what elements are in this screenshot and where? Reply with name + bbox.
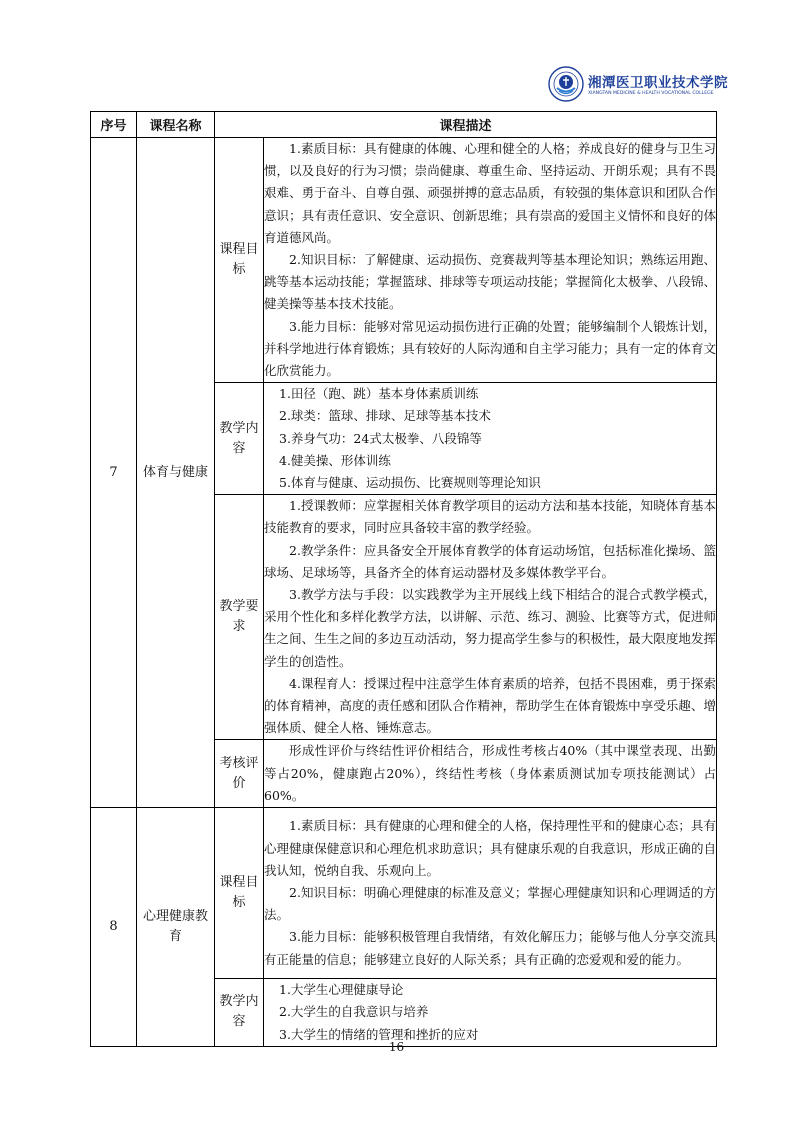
paragraph: 2.教学条件：应具备安全开展体育教学的体育运动场馆，包括标准化操场、篮球场、足球场等，具备齐全的体育运动器材及多媒体教学平台。 <box>264 542 717 580</box>
list-item: 3.大学生的情绪的管理和挫折的应对 <box>279 1026 479 1042</box>
curriculum-table <box>90 111 717 1047</box>
section-content <box>264 495 717 740</box>
list-item: 2.球类：篮球、排球、足球等基本技术 <box>279 408 491 424</box>
section-content <box>264 808 717 979</box>
paragraph: 3.教学方法与手段：以实践教学为主开展线上线下相结合的混合式教学模式，采用个性化和多样化教学方法，以讲解、示范、练习、测验、比赛等方式，促进师生之间、生生之间的多边互动活动，努力提高学生参与的积极性，最大限度地发挥学生的创造性。 <box>264 587 717 669</box>
header-course-name: 课程名称 <box>137 112 215 138</box>
table-row <box>91 138 717 383</box>
section-label: 考核评价 <box>215 740 264 808</box>
section-label: 教学要求 <box>215 495 264 740</box>
list-item: 1.田径（跑、跳）基本身体素质训练 <box>279 386 479 402</box>
paragraph: 2.知识目标：明确心理健康的标准及意义；掌握心理健康知识和心理调适的方法。 <box>264 884 717 923</box>
list-item: 2.大学生的自我意识与培养 <box>279 1004 429 1020</box>
section-label: 教学内容 <box>215 383 264 495</box>
school-logo <box>548 66 748 106</box>
course-name: 心理健康教育 <box>137 808 215 1047</box>
section-content <box>264 383 717 495</box>
section-label: 课程目标 <box>215 808 264 979</box>
header-course-desc: 课程描述 <box>215 112 717 138</box>
paragraph: 4.课程育人：授课过程中注意学生体育素质的培养，包括不畏困难，勇于探索的体育精神，高度的责任感和团队合作精神，帮助学生在体育锻炼中享受乐趣、增强体质、健全人格、锤炼意志。 <box>264 675 717 736</box>
table-header-row <box>91 112 717 138</box>
list-item: 3.养身气功：24式太极拳、八段锦等 <box>279 430 482 446</box>
page-number: 16 <box>388 1040 405 1054</box>
paragraph: 2.知识目标：了解健康、运动损伤、竞赛裁判等基本理论知识；熟练运用跑、跳等基本运动技能；掌握篮球、排球等专项运动技能；掌握简化太极拳、八段锦、健美操等基本技术技能。 <box>264 252 717 312</box>
school-emblem-icon <box>548 66 584 102</box>
section-content <box>264 979 717 1047</box>
paragraph: 3.能力目标：能够对常见运动损伤进行正确的处置；能够编制个人锻炼计划，并科学地进行体育锻炼；具有较好的人际沟通和自主学习能力；具有一定的体育文化欣赏能力。 <box>264 318 717 379</box>
paragraph: 1.授课教师：应掌握相关体育教学项目的运动方法和基本技能，知晓体育基本技能教育的要求，同时应具备较丰富的教学经验。 <box>264 498 717 536</box>
paragraph: 3.能力目标：能够积极管理自我情绪，有效化解压力；能够与他人分享交流具有正能量的信息；能够建立良好的人际关系；具有正确的恋爱观和爱的能力。 <box>264 929 717 967</box>
section-label: 教学内容 <box>215 979 264 1047</box>
course-name: 体育与健康 <box>137 138 215 808</box>
section-content <box>264 138 717 383</box>
header-num: 序号 <box>91 112 137 138</box>
paragraph: 1.素质目标：具有健康的心理和健全的人格，保持理性平和的健康心态；具有心理健康保健意识和心理危机求助意识；具有健康乐观的自我意识，形成正确的自我认知，悦纳自我、乐观向上。 <box>264 818 717 878</box>
table-row <box>91 808 717 979</box>
paragraph: 1.素质目标：具有健康的体魄、心理和健全的人格；养成良好的健身与卫生习惯，以及良好的行为习惯；崇尚健康、尊重生命、坚持运动、开朗乐观；具有不畏艰难、勇于奋斗、自尊自强、顽强拼搏的意志品质，有较强的集体意识和团队合作意识；具有责任意识、安全意识、创新思维；具有崇高的爱国主义情怀和良好的体育道德风尚。 <box>264 141 717 245</box>
section-content <box>264 740 717 808</box>
school-name-cn: 湘潭医卫职业技术学院 <box>588 75 728 91</box>
section-label: 课程目标 <box>215 138 264 383</box>
list-item: 1.大学生心理健康导论 <box>279 982 404 998</box>
paragraph: 形成性评价与终结性评价相结合，形成性考核占40%（其中课堂表现、出勤等占20%，健康跑占20%），终结性考核（身体素质测试加专项技能测试）占60%。 <box>264 743 717 803</box>
list-item: 4.健美操、形体训练 <box>279 452 391 468</box>
list-item: 5.体育与健康、运动损伤、比赛规则等理论知识 <box>279 475 541 491</box>
course-number: 8 <box>91 808 137 1047</box>
school-name-en: XIANGTAN MEDICINE & HEALTH VOCATIONAL COLLEGE <box>588 91 714 96</box>
course-number: 7 <box>91 138 137 808</box>
